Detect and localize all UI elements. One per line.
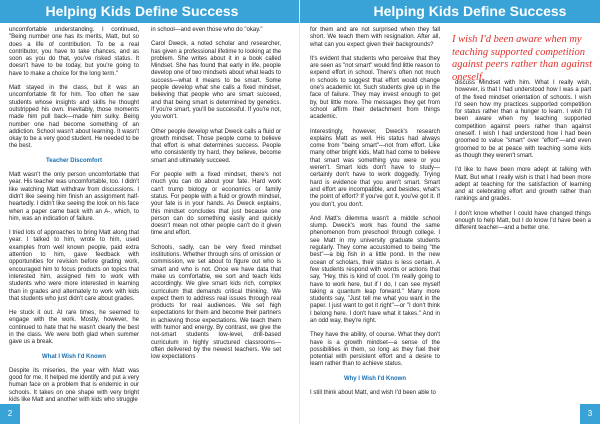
paragraph: Matt wasn't the only person uncomfortable that year. His teacher was uncomfortable, too. I didn't like watching Matt withdraw from discussions. I didn't like seeing him finish an assignment half-heartedly. I didn't like seeing the look on his face when a paper came back with an A-, which, to him, was an indication of failure. — [9, 172, 139, 222]
left-column-2 — [151, 27, 281, 368]
paragraph: I still think about Matt, and wish I'd been able to — [310, 390, 436, 397]
paragraph: I tried lots of approaches to bring Matt along that year. I talked to him, wrote to him, used examples from well known people, paid extra attention to him, gave feedback with opportunities for revision before grading work, encouraged him to focus products on topics that interested him, assigned him to work with students who were more interested in learning than in grades and alternately to work with kids that students who just didn't care about grades. — [9, 230, 139, 302]
page-number: 2 — [0, 404, 20, 424]
pull-quote: I wish I'd been aware when my teaching supported competition against peers rather than against oneself. — [452, 34, 593, 83]
paragraph: For people with a fixed mindset, there's not much you can do about your fate. Hard work can't trump biology or economics or family status. For people with a fluid or growth mindset, your fate is in your hands. As Dweck explains, this mindset concludes that just because one person can do something easily and quickly doesn't mean not other people can't do it given time and effort. — [151, 172, 281, 237]
section-heading: Teacher Discomfort — [46, 157, 102, 164]
section-heading: Why I Wish I'd Known — [343, 375, 407, 382]
right-page — [300, 0, 600, 424]
paragraph: They have the ability, of course. What they don't have is a growth mindset—a sense of the possibilities in them, so long as they fuel their potential with persistent effort and a desire to learn rather than to achieve status. — [310, 332, 440, 368]
right-column-1 — [310, 27, 440, 404]
paragraph: Matt stayed in the class, but it was an uncomfortable fit for him. Too often he saw students whose insights and skills he thought outstripped his own. Inevitably, those moments made him pull back—made him sulky. Being number one had become something of an addiction. School wasn't about learning. It wasn't okay to be a very good student. He needed to be the best. — [9, 85, 139, 150]
section-heading: What I Wish I'd Known — [41, 353, 107, 360]
paragraph: I'd like to have been more adept at talking with Matt. But what I really wish is that I had been more adept at teaching for the satisfaction of learning and at celebrating effort and growth rather than rankings and grades. — [455, 167, 591, 203]
paragraph: Schools, sadly, can be very fixed mindset institutions. Whether through sins of omission or commission, we set about to figure out who is smart and who is not. Once we have data that make us comfortable, we sort and teach kids accordingly. We give smart kids rich, complex curriculum that demands critical thinking. We expect them to address real issues through real products for real audiences. We set high expectations for them and become their partners in achieving those expectations. We teach them with humor and energy. By contrast, we give the not-smart students low-level, drill-based curriculum in highly structured classrooms—often delivered by the newest teachers. We set low expectations — [151, 244, 281, 361]
paragraph: Other people develop what Dweck calls a fluid or growth mindset. Those people come to believe that effort is what determines success. People who consistently try hard, they believe, become smart and ultimately succeed. — [151, 128, 281, 164]
header-title: Helping Kids Define Success — [373, 3, 567, 19]
paragraph: It's evident that students who perceive that they are seen as "not smart" would find little reason to expend effort in school. There's often not much in schools to suggest that effort would change one's academic lot. Such students give up in the face of failure. They may invest enough to get by, but little more. The messages they get from school affirm their detachment from things academic. — [310, 55, 440, 121]
page-header — [300, 0, 600, 23]
paragraph: Carol Dweck, a noted scholar and researcher, has given a professional lifetime to looking at the problem. She writes about it in a book called Mindset. She has found that early in life, people develop one of two mindsets about what leads to success—what it means to be smart. Some people develop what she calls a fixed mindset, believing that people who are smart succeed, and that being smart is determined by genetics. If you're smart, you'll be successful. If you're not, you won't. — [151, 41, 281, 121]
paragraph: He stuck it out. At rare times, he seemed to engage with the work. Mostly, however, he continued to hate that he wasn't clearly the best in the class. We were both glad when summer gave us a break. — [9, 310, 139, 346]
left-column-1 — [9, 27, 139, 411]
page-header — [0, 0, 300, 23]
paragraph: discuss Mindset with him. What I really wish, however, is that I had understood how I was a part of the fixed mindset orientation of schools. I wish I'd seen how my practices supported competition for status rather than a hunger to learn. I wish I'd been aware when my teaching supported competition against peers rather than against oneself. I wish I had understood how I had been groomed to value "smart" over "effort"—and even groomed to be at peace with teaching some kids as though they weren't smart. — [455, 80, 591, 159]
paragraph: for them and are not surprised when they fall short. We teach them with resignation. After all, what can you expect given their backgrounds? — [310, 27, 440, 48]
header-title: Helping Kids Define Success — [45, 3, 239, 19]
paragraph: And Matt's dilemma wasn't a middle school slump. Dweck's work has found the same phenomenon from preschool through college. I see Matt in my university graduate students regularly. They come accustomed to being "the best"—a big fish in a little pond. In the new ocean of scholars, their status is less certain. A few students respond with words or actions that say, "Hey, this is kind of cool. I'm really going to have to work here, but if I do, I can see myself taking a quantum leap forward." Many more students say, "Just tell me what you want in the paper. I just want to get it right"—or "I don't think I belong here. I don't have what it takes." And in an odd way, they're right. — [310, 215, 440, 324]
page-number: 3 — [580, 404, 600, 424]
paragraph: in school—and even those who do "okay." — [151, 27, 263, 33]
paragraph: I don't know whether I could have changed things enough to help Matt, but I do know I'd have been a different teacher—and a better one. — [455, 210, 591, 232]
right-column-2 — [455, 80, 591, 240]
paragraph: Interestingly, however, Dweck's research explains Matt as well. His status had always come from "being smart"—not from effort. Like many other bright kids, Matt had come to believe that smart was something you were or you weren't. Smart kids don't have to study—certainly don't have to work doggedly. Trying hard is evidence that you aren't smart. Smart and effort are incompatible, and besides, what's the point of effort? If you've got it, you've got it. If you don't, you don't. — [310, 128, 440, 208]
paragraph: Despite its miseries, the year with Matt was good for me. It helped me identify and put a very human face on a problem that is endemic in our schools. It takes on one shape with very bright kids like Matt and another with kids who struggle — [9, 367, 139, 404]
paragraph: uncomfortable understanding. I continued, "Being number one has its merits, Matt, but so does a life of contribution. To be a real contributor, you have to take chances, and as soon as you do that, you've risked status. It doesn't have to be today, but you're going to have to make a choice for the long term." — [9, 27, 139, 77]
